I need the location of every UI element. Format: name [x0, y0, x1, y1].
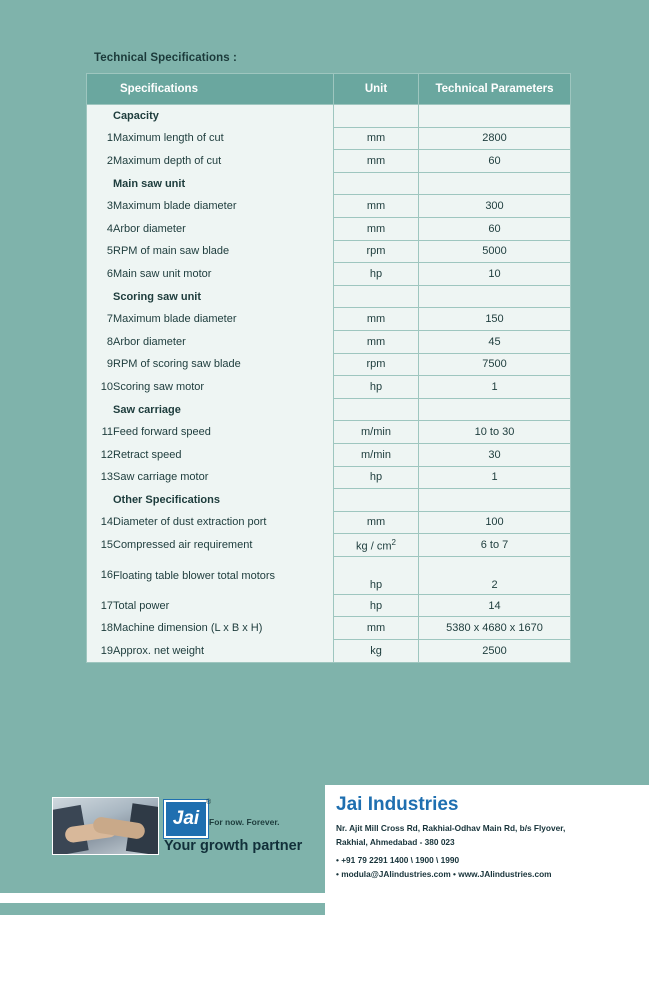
company-address — [336, 822, 636, 849]
company-contact — [336, 854, 636, 881]
table-row — [87, 127, 571, 150]
cell-specification: Saw carriage motor — [113, 466, 334, 489]
table-row — [87, 421, 571, 444]
cell-parameter: 45 — [419, 330, 571, 353]
cell-specification: Floating table blower total motors — [113, 556, 334, 594]
table-row — [87, 376, 571, 399]
cell-parameter — [419, 489, 571, 512]
table-row — [87, 398, 571, 421]
registered-trademark-icon: ® — [206, 799, 212, 806]
cell-unit: hp — [334, 556, 419, 594]
section-title: Technical Specifications : — [94, 52, 237, 64]
address-line-1: Nr. Ajit Mill Cross Rd, Rakhial-Odhav Main Rd, b/s Flyover, — [336, 823, 566, 833]
cell-number: 1 — [87, 127, 114, 150]
cell-specification: Maximum depth of cut — [113, 150, 334, 173]
cell-unit — [334, 105, 419, 128]
table-row — [87, 489, 571, 512]
cell-parameter: 5000 — [419, 240, 571, 263]
cell-number — [87, 489, 114, 512]
table-row — [87, 640, 571, 663]
table-row — [87, 150, 571, 173]
cell-unit: hp — [334, 263, 419, 286]
cell-number — [87, 105, 114, 128]
cell-parameter: 30 — [419, 443, 571, 466]
tagline-small: For now. Forever. — [209, 817, 280, 827]
table-row — [87, 556, 571, 594]
cell-parameter: 100 — [419, 511, 571, 534]
specifications-card — [86, 52, 564, 663]
cell-number: 17 — [87, 594, 114, 617]
cell-specification: Maximum blade diameter — [113, 195, 334, 218]
handshake-photo — [52, 797, 159, 855]
cell-number: 5 — [87, 240, 114, 263]
cell-specification: Arbor diameter — [113, 330, 334, 353]
cell-parameter: 60 — [419, 150, 571, 173]
cell-specification: Retract speed — [113, 443, 334, 466]
cell-parameter: 150 — [419, 308, 571, 331]
cell-parameter: 2500 — [419, 640, 571, 663]
tagline-main: Your growth partner — [164, 838, 303, 854]
cell-parameter: 10 — [419, 263, 571, 286]
cell-specification: Main saw unit motor — [113, 263, 334, 286]
header-parameters: Technical Parameters — [419, 74, 571, 105]
cell-specification: Approx. net weight — [113, 640, 334, 663]
cell-specification: Other Specifications — [113, 489, 334, 512]
table-row — [87, 105, 571, 128]
cell-unit: kg — [334, 640, 419, 663]
specifications-table — [86, 73, 571, 663]
cell-parameter: 2 — [419, 556, 571, 594]
cell-unit: hp — [334, 594, 419, 617]
table-row — [87, 308, 571, 331]
jai-logo-icon: Jai — [164, 800, 208, 838]
cell-specification: Machine dimension (L x B x H) — [113, 617, 334, 640]
cell-unit: m/min — [334, 443, 419, 466]
cell-number: 3 — [87, 195, 114, 218]
phone-line: • +91 79 2291 1400 \ 1900 \ 1990 — [336, 855, 460, 865]
cell-unit: mm — [334, 330, 419, 353]
email-web-line[interactable]: • modula@JAIindustries.com • www.JAIindustries.com — [336, 868, 552, 879]
cell-specification: Arbor diameter — [113, 217, 334, 240]
cell-number: 4 — [87, 217, 114, 240]
table-row — [87, 511, 571, 534]
cell-specification: Compressed air requirement — [113, 534, 334, 557]
cell-unit: mm — [334, 617, 419, 640]
cell-unit — [334, 398, 419, 421]
cell-specification: RPM of main saw blade — [113, 240, 334, 263]
cell-unit: rpm — [334, 240, 419, 263]
cell-unit: hp — [334, 376, 419, 399]
cell-specification: Saw carriage — [113, 398, 334, 421]
cell-number — [87, 285, 114, 308]
cell-parameter: 5380 x 4680 x 1670 — [419, 617, 571, 640]
cell-unit: mm — [334, 308, 419, 331]
table-row — [87, 617, 571, 640]
cell-number: 19 — [87, 640, 114, 663]
header-number — [87, 74, 114, 105]
cell-unit: rpm — [334, 353, 419, 376]
cell-number: 6 — [87, 263, 114, 286]
cell-specification: Maximum blade diameter — [113, 308, 334, 331]
table-row — [87, 195, 571, 218]
table-row — [87, 240, 571, 263]
table-row — [87, 466, 571, 489]
table-row — [87, 285, 571, 308]
cell-specification: RPM of scoring saw blade — [113, 353, 334, 376]
table-row — [87, 594, 571, 617]
table-row — [87, 353, 571, 376]
address-line-2: Rakhial, Ahmedabad - 380 023 — [336, 836, 455, 847]
cell-parameter — [419, 172, 571, 195]
cell-number: 18 — [87, 617, 114, 640]
cell-parameter — [419, 398, 571, 421]
company-name: Jai Industries — [336, 794, 459, 815]
cell-unit: m/min — [334, 421, 419, 444]
cell-number: 16 — [87, 556, 114, 594]
cell-number: 13 — [87, 466, 114, 489]
cell-number: 10 — [87, 376, 114, 399]
cell-parameter: 60 — [419, 217, 571, 240]
cell-parameter: 10 to 30 — [419, 421, 571, 444]
cell-parameter: 1 — [419, 376, 571, 399]
cell-unit — [334, 172, 419, 195]
cell-unit: mm — [334, 127, 419, 150]
header-specifications: Specifications — [113, 74, 334, 105]
cell-number: 15 — [87, 534, 114, 557]
cell-number: 12 — [87, 443, 114, 466]
table-row — [87, 443, 571, 466]
cell-parameter: 2800 — [419, 127, 571, 150]
cell-specification: Feed forward speed — [113, 421, 334, 444]
cell-parameter: 300 — [419, 195, 571, 218]
table-row — [87, 217, 571, 240]
cell-parameter: 14 — [419, 594, 571, 617]
cell-parameter: 7500 — [419, 353, 571, 376]
cell-specification: Diameter of dust extraction port — [113, 511, 334, 534]
header-unit: Unit — [334, 74, 419, 105]
cell-unit: kg / $cm^2$ — [334, 534, 419, 557]
table-row — [87, 263, 571, 286]
table-header-row — [87, 74, 571, 105]
cell-specification: Scoring saw motor — [113, 376, 334, 399]
cell-number — [87, 398, 114, 421]
table-row — [87, 330, 571, 353]
cell-specification: Main saw unit — [113, 172, 334, 195]
cell-number: 2 — [87, 150, 114, 173]
cell-unit: mm — [334, 195, 419, 218]
cell-number: 8 — [87, 330, 114, 353]
cell-number: 9 — [87, 353, 114, 376]
cell-specification: Scoring saw unit — [113, 285, 334, 308]
table-row — [87, 534, 571, 557]
cell-unit: mm — [334, 217, 419, 240]
cell-unit: mm — [334, 511, 419, 534]
cell-unit — [334, 285, 419, 308]
cell-number — [87, 172, 114, 195]
table-body — [87, 105, 571, 663]
cell-specification: Total power — [113, 594, 334, 617]
cell-parameter — [419, 105, 571, 128]
cell-unit — [334, 489, 419, 512]
cell-parameter: 1 — [419, 466, 571, 489]
page-footer — [0, 788, 649, 918]
cell-number: 11 — [87, 421, 114, 444]
table-head — [87, 74, 571, 105]
cell-specification: Maximum length of cut — [113, 127, 334, 150]
cell-specification: Capacity — [113, 105, 334, 128]
cell-unit: hp — [334, 466, 419, 489]
cell-number: 14 — [87, 511, 114, 534]
cell-unit: mm — [334, 150, 419, 173]
cell-parameter: 6 to 7 — [419, 534, 571, 557]
cell-number: 7 — [87, 308, 114, 331]
cell-parameter — [419, 285, 571, 308]
table-row — [87, 172, 571, 195]
